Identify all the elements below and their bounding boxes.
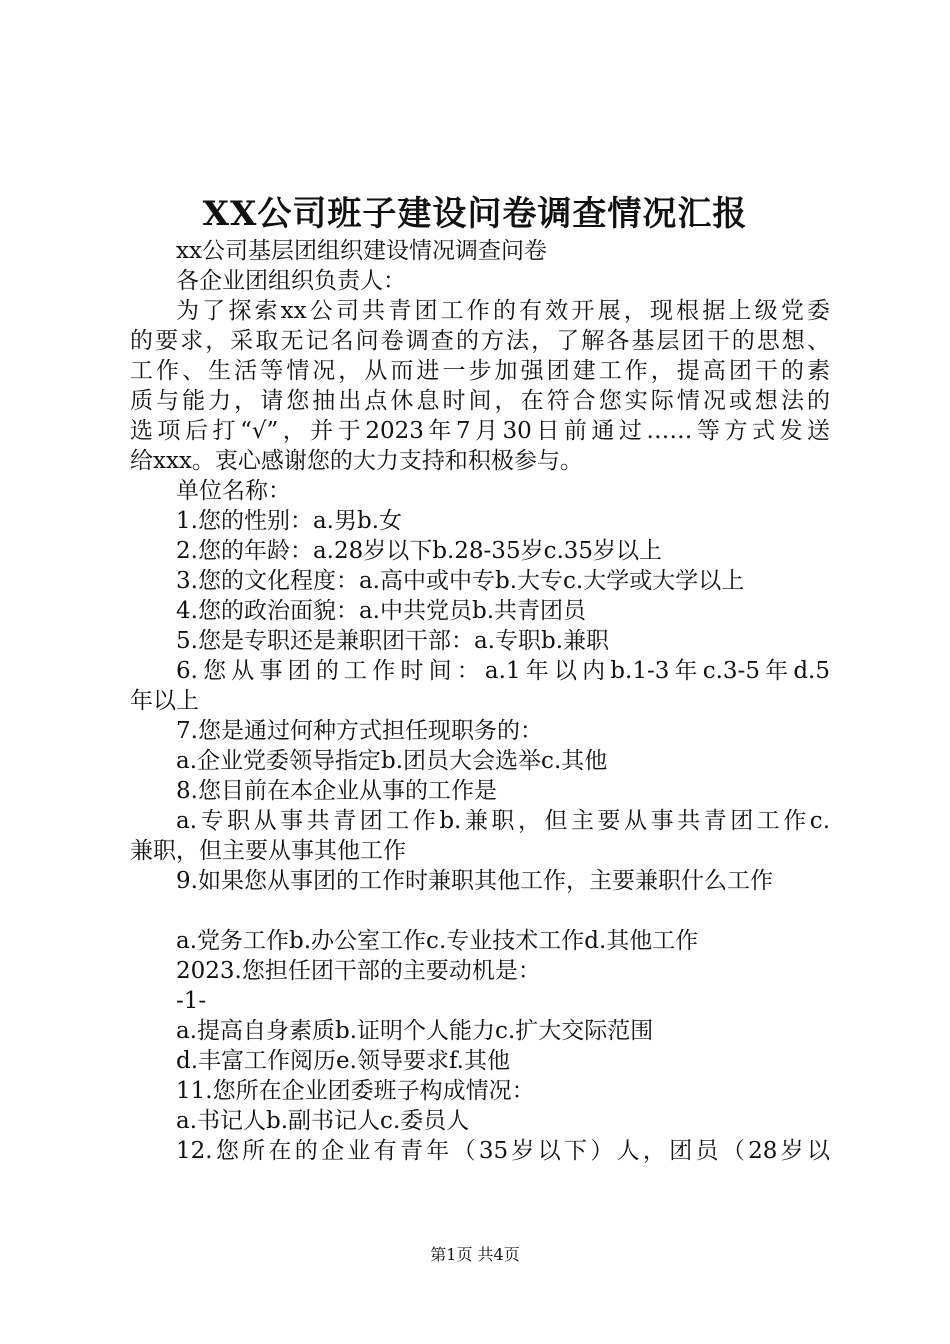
text-line: 5.您是专职还是兼职团干部：a.专职b.兼职 <box>176 628 610 654</box>
text-line: 7.您是通过何种方式担任现职务的： <box>176 718 543 744</box>
blank-line <box>130 896 830 926</box>
text-line: a.企业党委领导指定b.团员大会选举c.其他 <box>176 748 608 774</box>
text-line: 兼职，但主要从事其他工作 <box>130 838 406 864</box>
text-line: 2023.您担任团干部的主要动机是： <box>176 958 541 984</box>
text-line: 6.您从事团的工作时间：a.1年以内b.1-3年c.3-5年d.5 <box>176 658 830 684</box>
text-line: 12.您所在的企业有青年（35岁以下）人，团员（28岁以 <box>176 1138 830 1164</box>
text-line: 2.您的年龄：a.28岁以下b.28-35岁c.35岁以上 <box>176 538 663 564</box>
text-line: 4.您的政治面貌：a.中共党员b.共青团员 <box>176 598 587 624</box>
text-line: 工作、生活等情况，从而进一步加强团建工作，提高团干的素 <box>130 358 830 384</box>
page-title: XX公司班子建设问卷调查情况汇报 <box>202 194 748 234</box>
text-line: 3.您的文化程度：a.高中或中专b.大专c.大学或大学以上 <box>176 568 745 594</box>
text-line: 11.您所在企业团委班子构成情况： <box>176 1078 535 1104</box>
text-line: 选项后打“√”，并于2023年7月30日前通过……等方式发送 <box>130 418 830 444</box>
text-line: 单位名称： <box>176 478 291 504</box>
text-line: 年以上 <box>130 688 199 714</box>
text-line: a.书记人b.副书记人c.委员人 <box>176 1108 470 1134</box>
text-line: 给xxx。衷心感谢您的大力支持和积极参与。 <box>130 448 583 474</box>
text-line: d.丰富工作阅历e.领导要求f.其他 <box>176 1048 510 1074</box>
text-line: xx公司基层团组织建设情况调查问卷 <box>176 238 547 264</box>
text-line: -1- <box>176 988 207 1014</box>
text-line: 的要求，采取无记名问卷调查的方法，了解各基层团干的思想、 <box>130 328 830 354</box>
text-line: 质与能力，请您抽出点休息时间，在符合您实际情况或想法的 <box>130 388 830 414</box>
page-footer: 第1页 共4页 <box>430 1245 520 1264</box>
text-line: 1.您的性别：a.男b.女 <box>176 508 403 534</box>
text-line: a.提高自身素质b.证明个人能力c.扩大交际范围 <box>176 1018 654 1044</box>
text-line: 8.您目前在本企业从事的工作是 <box>176 778 497 804</box>
text-line: 为了探索xx公司共青团工作的有效开展，现根据上级党委 <box>176 298 830 324</box>
document-body <box>130 236 830 1166</box>
text-line: 各企业团组织负责人： <box>176 268 406 294</box>
text-line: 9.如果您从事团的工作时兼职其他工作，主要兼职什么工作 <box>176 868 773 894</box>
text-line: a.专职从事共青团工作b.兼职，但主要从事共青团工作c. <box>176 808 830 834</box>
text-line: a.党务工作b.办公室工作c.专业技术工作d.其他工作 <box>176 928 699 954</box>
